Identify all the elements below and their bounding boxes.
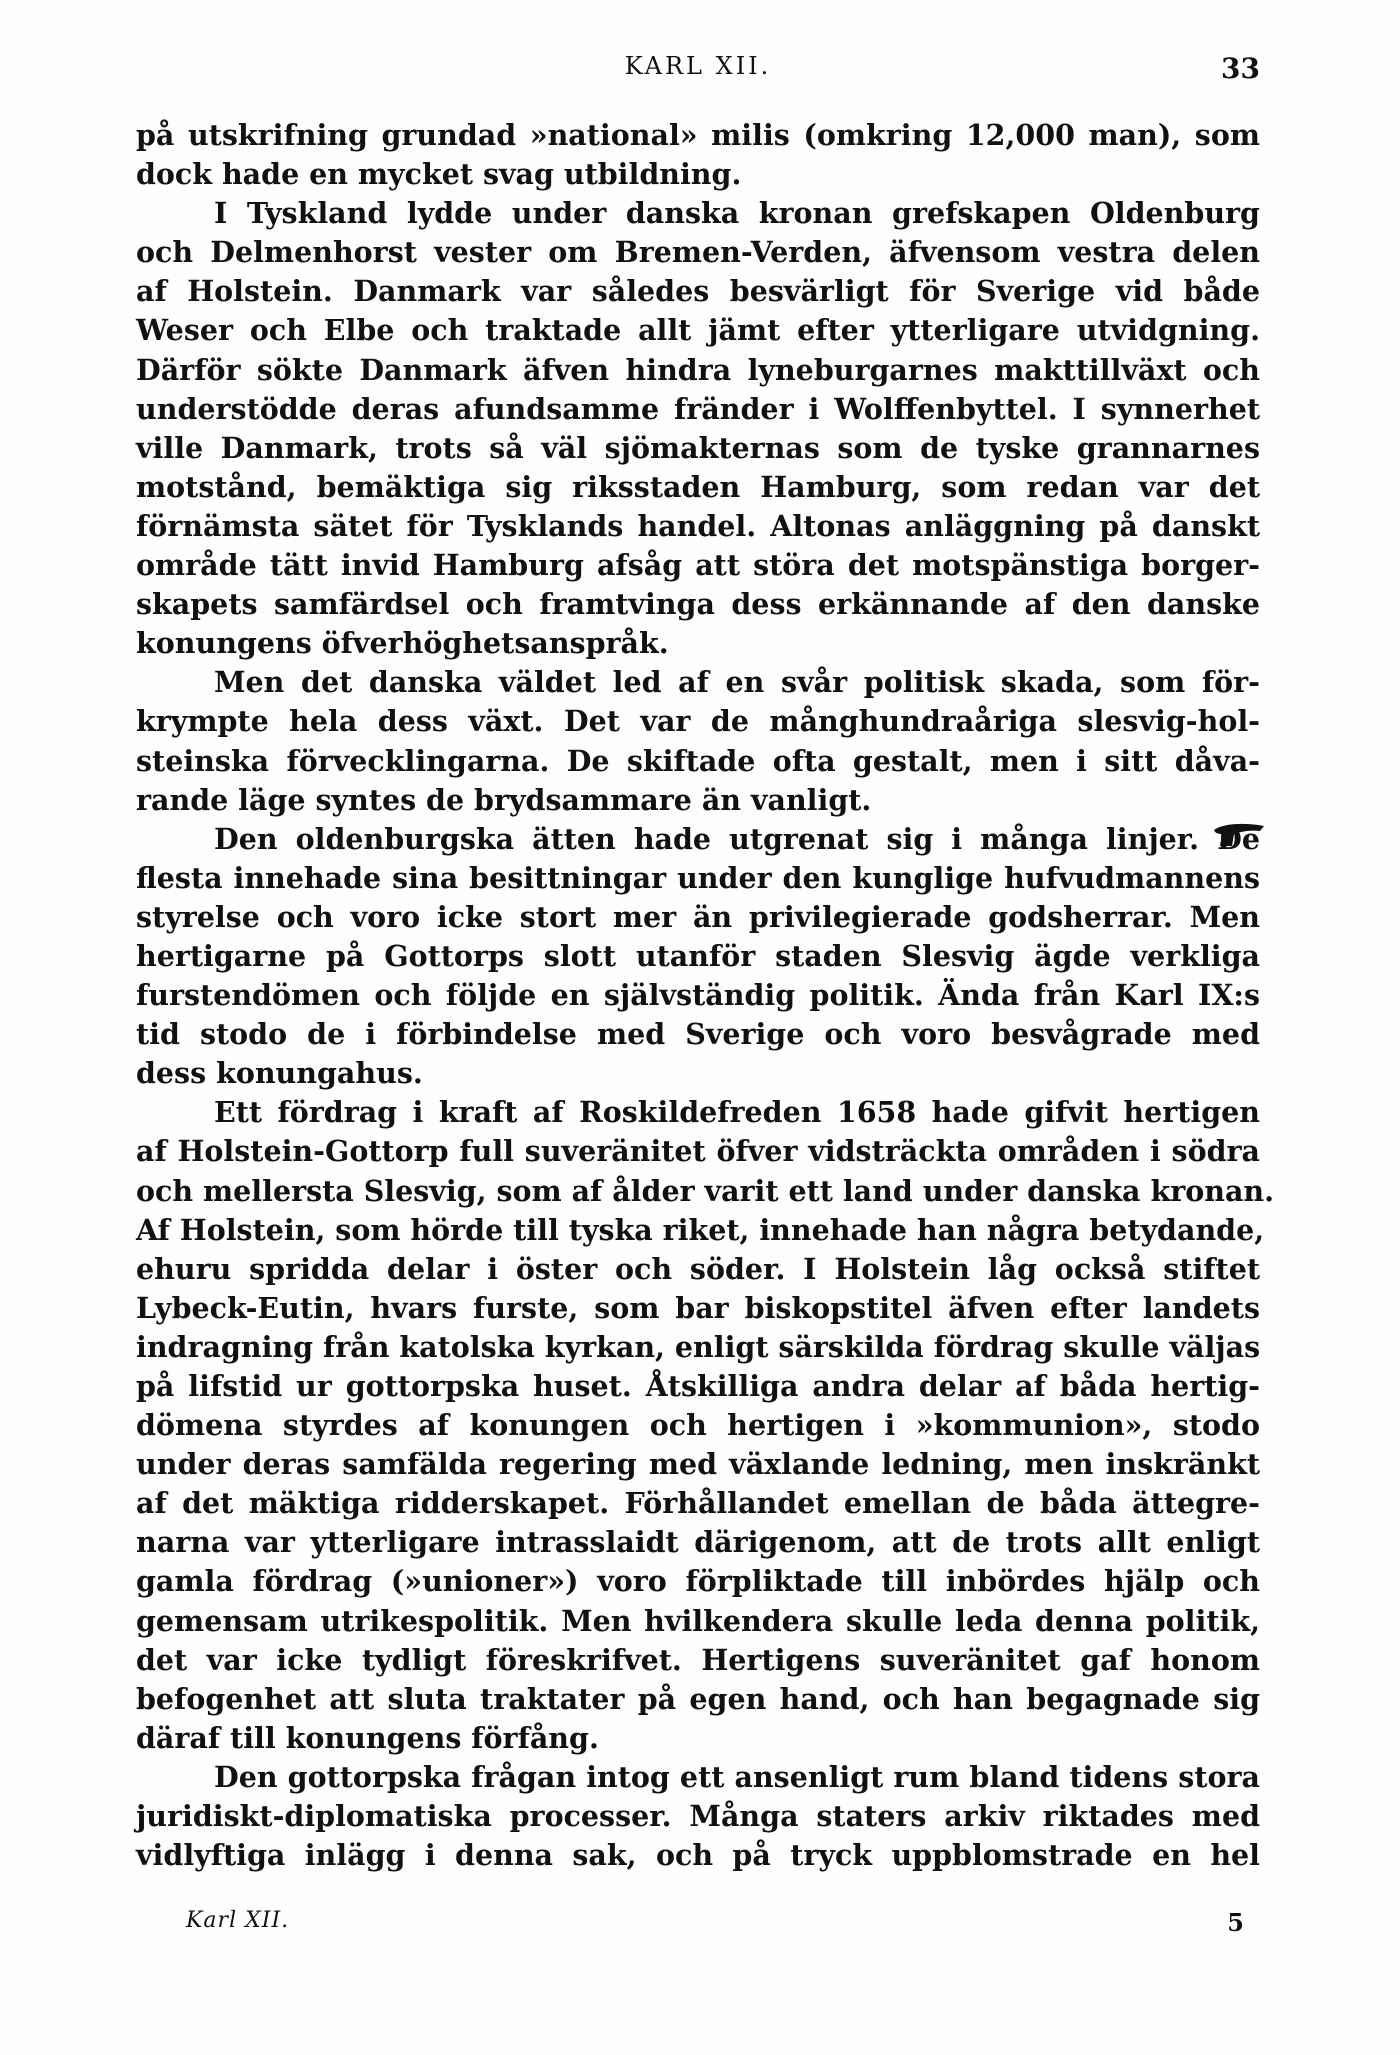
text-line: dock hade en mycket svag utbildning. bbox=[136, 157, 742, 192]
text-line: ehuru spridda delar i öster och söder. I Holstein låg också stiftet bbox=[136, 1251, 1260, 1286]
body-text bbox=[136, 116, 1275, 1875]
text-line: juridiskt-diplomatiska processer. Många staters arkiv riktades med bbox=[136, 1799, 1260, 1834]
footer bbox=[186, 1908, 1260, 1948]
text-line: ville Danmark, trots så väl sjömakternas som de tyske grannarnes bbox=[136, 430, 1260, 465]
paragraph-first-line: Den gottorpska frågan intog ett ansenligt rum bland tidens stora bbox=[214, 1759, 1260, 1794]
text-line: steinska förvecklingarna. De skiftade ofta gestalt, men i sitt dåva- bbox=[136, 743, 1260, 778]
paragraph-first-line: Ett fördrag i kraft af Roskildefreden 1658 hade gifvit hertigen bbox=[214, 1095, 1260, 1130]
text-line: befogenhet att sluta traktater på egen hand, och han begagnade sig bbox=[136, 1681, 1260, 1716]
text-line: vidlyftiga inlägg i denna sak, och på tryck uppblomstrade en hel bbox=[136, 1838, 1260, 1873]
text-line: tid stodo de i förbindelse med Sverige och voro besvågrade med bbox=[136, 1017, 1260, 1052]
text-line: styrelse och voro icke stort mer än privilegierade godsherrar. Men bbox=[136, 899, 1260, 934]
text-line: motstånd, bemäktiga sig riksstaden Hamburg, som redan var det bbox=[136, 469, 1260, 504]
text-line: på lifstid ur gottorpska huset. Åtskilliga andra delar af båda hertig- bbox=[136, 1369, 1260, 1403]
text-line: furstendömen och följde en självständig politik. Ända från Karl IX:s bbox=[136, 978, 1260, 1013]
text-line: understödde deras afundsamme fränder i Wolffenbyttel. I synnerhet bbox=[136, 391, 1260, 426]
text-line: rande läge syntes de brydsammare än vanligt. bbox=[136, 782, 872, 817]
sheet-number: 5 bbox=[1227, 1908, 1244, 1937]
text-line: däraf till konungens förfång. bbox=[136, 1720, 599, 1755]
text-line: Weser och Elbe och traktade allt jämt efter ytterligare utvidgning. bbox=[136, 313, 1260, 348]
text-line: konungens öfverhöghetsanspråk. bbox=[136, 626, 669, 661]
ink-blot-mark bbox=[1212, 822, 1266, 848]
text-line: narna var ytterligare intrasslaidt därigenom, att de trots allt enligt bbox=[136, 1525, 1260, 1560]
text-line: af Holstein-Gottorp full suveränitet öfver vidsträckta områden i södra bbox=[136, 1134, 1260, 1169]
text-line: under deras samfälda regering med växlande ledning, men inskränkt bbox=[136, 1447, 1260, 1482]
text-line: flesta innehade sina besittningar under den kunglige hufvudmannens bbox=[136, 860, 1260, 895]
text-line: hertigarne på Gottorps slott utanför staden Slesvig ägde verkliga bbox=[136, 938, 1260, 973]
text-line: förnämsta sätet för Tysklands handel. Altonas anläggning på danskt bbox=[136, 508, 1260, 543]
text-line: dess konungahus. bbox=[136, 1056, 423, 1091]
running-title: KARL XII. bbox=[624, 52, 772, 80]
text-line: Därför sökte Danmark äfven hindra lyneburgarnes makttillväxt och bbox=[136, 352, 1260, 387]
text-line: Af Holstein, som hörde till tyska riket, innehade han några betydande, bbox=[136, 1212, 1265, 1247]
paragraph-first-line: I Tyskland lydde under danska kronan grefskapen Oldenburg bbox=[214, 196, 1260, 231]
page-number: 33 bbox=[1221, 52, 1260, 85]
text-line: indragning från katolska kyrkan, enligt särskilda fördrag skulle väljas bbox=[136, 1329, 1261, 1364]
text-line: af Holstein. Danmark var således besvärligt för Sverige vid både bbox=[136, 274, 1260, 309]
text-line: och Delmenhorst vester om Bremen-Verden, äfvensom vestra delen bbox=[136, 235, 1260, 270]
text-line: af det mäktiga ridderskapet. Förhållandet emellan de båda ättegre- bbox=[136, 1486, 1260, 1521]
paragraph-first-line: Men det danska väldet led af en svår politisk skada, som för- bbox=[214, 665, 1260, 700]
text-line: Lybeck-Eutin, hvars furste, som bar biskopstitel äfven efter landets bbox=[136, 1290, 1260, 1325]
text-line: krympte hela dess växt. Det var de månghundraåriga slesvig-hol- bbox=[136, 704, 1260, 739]
running-head bbox=[136, 52, 1260, 92]
text-line: gemensam utrikespolitik. Men hvilkendera skulle leda denna politik, bbox=[136, 1603, 1260, 1638]
text-line: område tätt invid Hamburg afsåg att störa det motspänstiga borger- bbox=[136, 548, 1260, 583]
signature-mark: Karl XII. bbox=[186, 1908, 290, 1933]
text-line: skapets samfärdsel och framtvinga dess erkännande af den danske bbox=[136, 587, 1260, 622]
paragraph-first-line: Den oldenburgska ätten hade utgrenat sig i många linjer. De bbox=[214, 821, 1260, 856]
text-line: gamla fördrag (»unioner») voro förpliktade till inbördes hjälp och bbox=[136, 1564, 1260, 1599]
text-line: och mellersta Slesvig, som af ålder varit ett land under danska kronan. bbox=[136, 1173, 1275, 1208]
text-line: på utskrifning grundad »national» milis (omkring 12,000 man), som bbox=[136, 118, 1260, 152]
text-line: dömena styrdes af konungen och hertigen i »kommunion», stodo bbox=[136, 1408, 1260, 1443]
text-line: det var icke tydligt föreskrifvet. Hertigens suveränitet gaf honom bbox=[136, 1642, 1260, 1677]
